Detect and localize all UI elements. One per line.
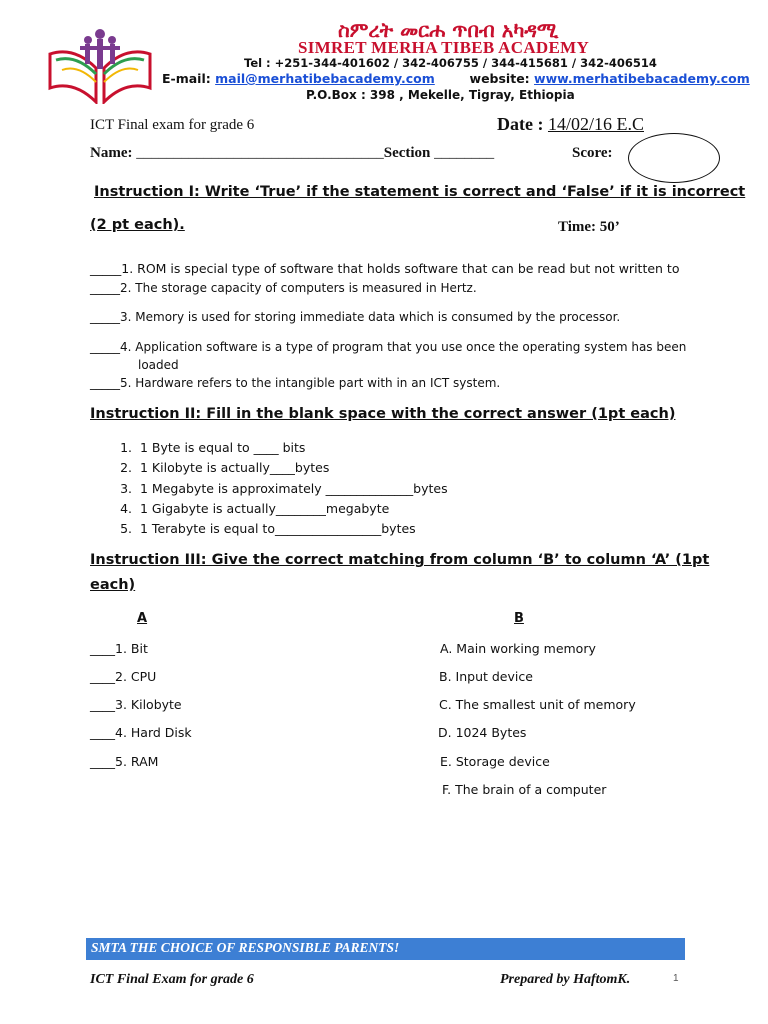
fill-item-3: 3. 1 Megabyte is approximately ______________bytes <box>136 479 448 499</box>
date-value: 14/02/16 E.C <box>547 114 644 134</box>
name-blank[interactable]: _________________________________ <box>136 145 384 161</box>
section-blank[interactable]: ________ <box>434 145 495 161</box>
email-label: E-mail: <box>162 71 211 86</box>
score-label: Score: <box>572 145 613 161</box>
footer-banner <box>86 938 685 960</box>
true-false-item-4-continued: loaded <box>138 358 179 372</box>
column-a-heading: A <box>137 611 148 626</box>
school-name: SIMRET MERHA TIBEB ACADEMY <box>298 38 590 57</box>
exam-title: ICT Final exam for grade 6 <box>90 117 255 133</box>
match-b-item-d: D. 1024 Bytes <box>438 725 527 740</box>
match-b-item-e: E. Storage device <box>440 754 550 769</box>
name-label: Name: <box>90 145 133 161</box>
instruction-3-heading: Instruction III: Give the correct matching from column ‘B’ to column ‘A’ (1pt <box>90 552 710 568</box>
instruction-1-points: (2 pt each). <box>90 217 185 233</box>
match-a-item-1: ____1. Bit <box>90 641 148 656</box>
match-a-item-4: ____4. Hard Disk <box>90 725 192 740</box>
footer-author: Prepared by HaftomK. <box>500 972 631 987</box>
exam-date <box>497 114 644 135</box>
footer-banner-text: SMTA THE CHOICE OF RESPONSIBLE PARENTS! <box>91 940 400 955</box>
true-false-item-4: _____4. Application software is a type of program that you use once the operating system has been <box>90 340 687 354</box>
fill-item-4: 4. 1 Gigabyte is actually________megabyte <box>136 499 448 519</box>
fill-in-list <box>90 438 448 539</box>
match-b-item-b: B. Input device <box>439 669 533 684</box>
fill-item-2: 2. 1 Kilobyte is actually____bytes <box>136 458 448 478</box>
match-a-item-5: ____5. RAM <box>90 754 159 769</box>
instruction-1-heading: Instruction I: Write ‘True’ if the statement is correct and ‘False’ if it is incorrect <box>94 184 746 200</box>
score-box[interactable] <box>628 133 720 183</box>
true-false-item-2: _____2. The storage capacity of computers is measured in Hertz. <box>90 281 477 295</box>
match-b-item-f: F. The brain of a computer <box>442 782 607 797</box>
academy-logo <box>44 24 156 104</box>
match-a-item-3: ____3. Kilobyte <box>90 697 182 712</box>
website-link[interactable]: www.merhatibebacademy.com <box>534 71 750 86</box>
telephone-line: Tel : +251-344-401602 / 342-406755 / 344-415681 / 342-406514 <box>244 56 657 70</box>
website-label: website: <box>469 71 530 86</box>
instruction-2-heading: Instruction II: Fill in the blank space with the correct answer (1pt each) <box>90 406 676 422</box>
school-name-amharic: ስምረት መርሐ ጥበብ አካዳሚ <box>338 18 559 42</box>
date-label: Date : <box>497 114 544 134</box>
match-a-item-2: ____2. CPU <box>90 669 157 684</box>
column-b-heading: B <box>514 611 524 626</box>
fill-item-1: 1. 1 Byte is equal to ____ bits <box>136 438 448 458</box>
true-false-item-3: _____3. Memory is used for storing immediate data which is consumed by the processor. <box>90 310 621 324</box>
email-link[interactable]: mail@merhatibebacademy.com <box>215 71 435 86</box>
contact-line <box>162 71 750 86</box>
true-false-item-5: _____5. Hardware refers to the intangible part with in an ICT system. <box>90 376 501 390</box>
page-number: 1 <box>673 973 679 984</box>
true-false-item-1: _____1. ROM is special type of software that holds software that can be read but not written to <box>90 261 680 276</box>
fill-item-5: 5. 1 Terabyte is equal to_________________bytes <box>136 519 448 539</box>
footer-left-text: ICT Final Exam for grade 6 <box>90 972 254 987</box>
match-b-item-a: A. Main working memory <box>440 641 596 656</box>
po-box: P.O.Box : 398 , Mekelle, Tigray, Ethiopia <box>306 88 575 102</box>
section-label: Section <box>383 145 431 161</box>
name-section-row <box>90 145 494 162</box>
instruction-3-points: each) <box>90 577 136 593</box>
exam-time: Time: 50’ <box>558 219 620 235</box>
match-b-item-c: C. The smallest unit of memory <box>439 697 636 712</box>
